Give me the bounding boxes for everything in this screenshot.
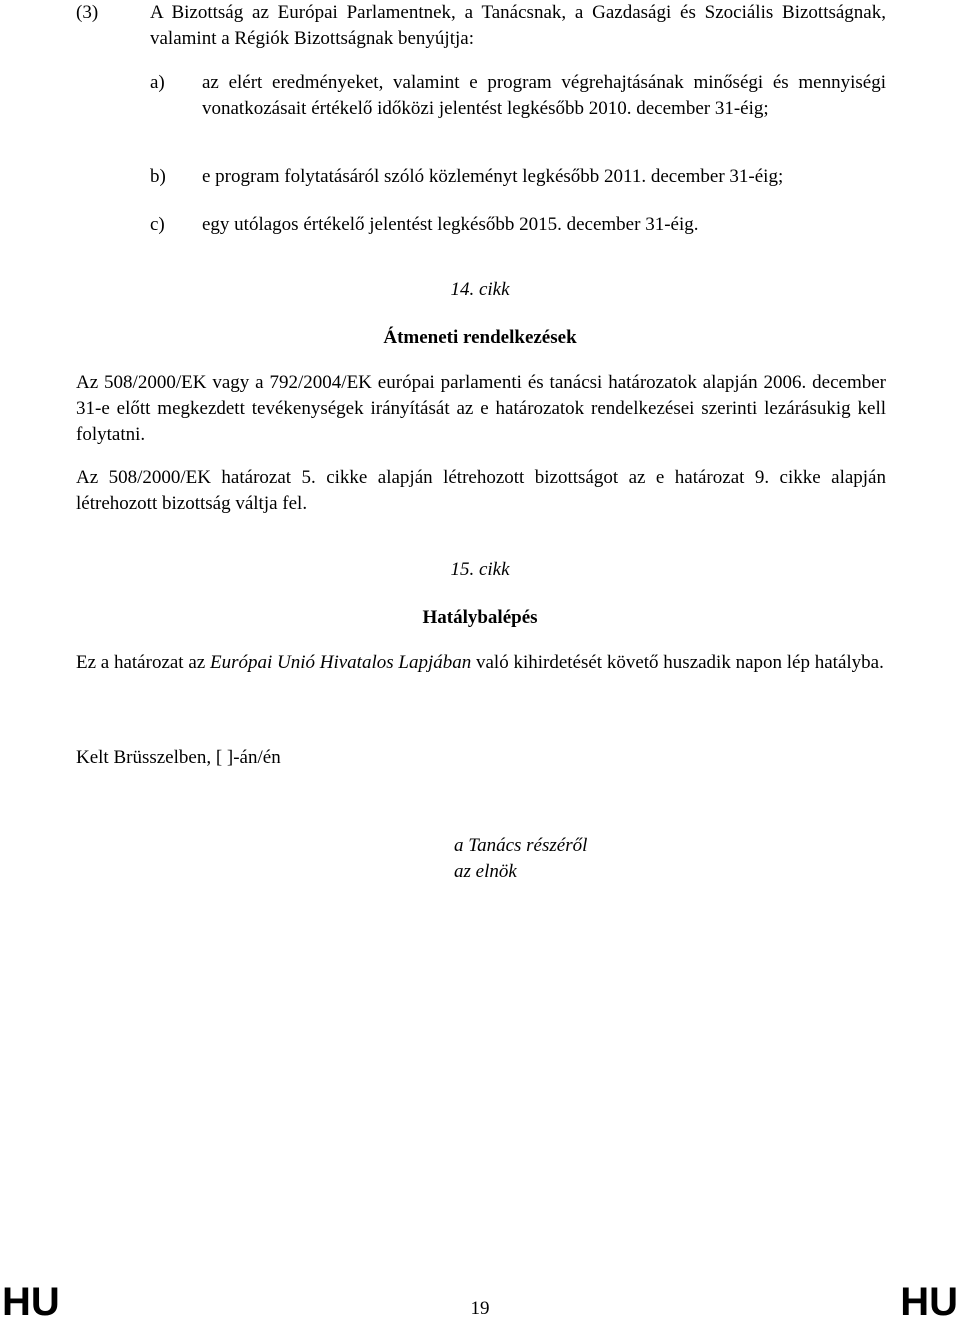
item-a-text: az elért eredményeket, valamint e program végrehajtásának minőségi és mennyiségi vonatkozásait értékelő időközi jelentést legkésőbb 2010. december 31-éig; — [202, 72, 886, 119]
item-c-label: c) — [150, 214, 165, 235]
article-15-paragraph — [76, 650, 886, 676]
article-15-text-italic: Európai Unió Hivatalos Lapjában — [209, 652, 472, 673]
article-15-number: 15. cikk — [450, 559, 510, 580]
footer-language-left: HU — [2, 1280, 60, 1324]
article-14-title: Átmeneti rendelkezések — [383, 327, 577, 348]
article-15-title: Hatálybalépés — [422, 607, 538, 628]
item-b-text: e program folytatásáról szóló közleményt legkésőbb 2011. december 31-éig; — [202, 166, 784, 187]
signature-line-2: az elnök — [454, 861, 517, 882]
article-14-paragraph-2: Az 508/2000/EK határozat 5. cikke alapján létrehozott bizottságot az e határozat 9. cikke alapján létrehozott bizottság váltja fel. — [76, 467, 886, 514]
closing-place: Kelt Brüsszelben, [ ]-án/én — [76, 747, 281, 768]
page-number: 19 — [470, 1298, 490, 1319]
footer-language-right: HU — [900, 1280, 958, 1324]
point-text: A Bizottság az Európai Parlamentnek, a Tanácsnak, a Gazdasági és Szociális Bizottságnak, valamint a Régiók Bizottságnak benyújtja: — [150, 2, 886, 49]
point-number: (3) — [76, 2, 99, 23]
article-14-number: 14. cikk — [450, 279, 510, 300]
item-c-text: egy utólagos értékelő jelentést legkésőbb 2015. december 31-éig. — [202, 214, 699, 235]
article-15-text-after: való kihirdetését követő huszadik napon lép hatályba. — [471, 652, 884, 673]
item-b-label: b) — [150, 166, 166, 187]
item-a-label: a) — [150, 72, 165, 93]
article-14-paragraph-1: Az 508/2000/EK vagy a 792/2004/EK európai parlamenti és tanácsi határozatok alapján 2006. december 31-e előtt megkezdett tevékenységek irányítását az e határozatok rendelkezései szerinti lezárásukig kell folytatni. — [76, 372, 886, 445]
signature-line-1: a Tanács részéről — [454, 835, 588, 856]
article-15-text-before: Ez a határozat az — [76, 652, 210, 673]
